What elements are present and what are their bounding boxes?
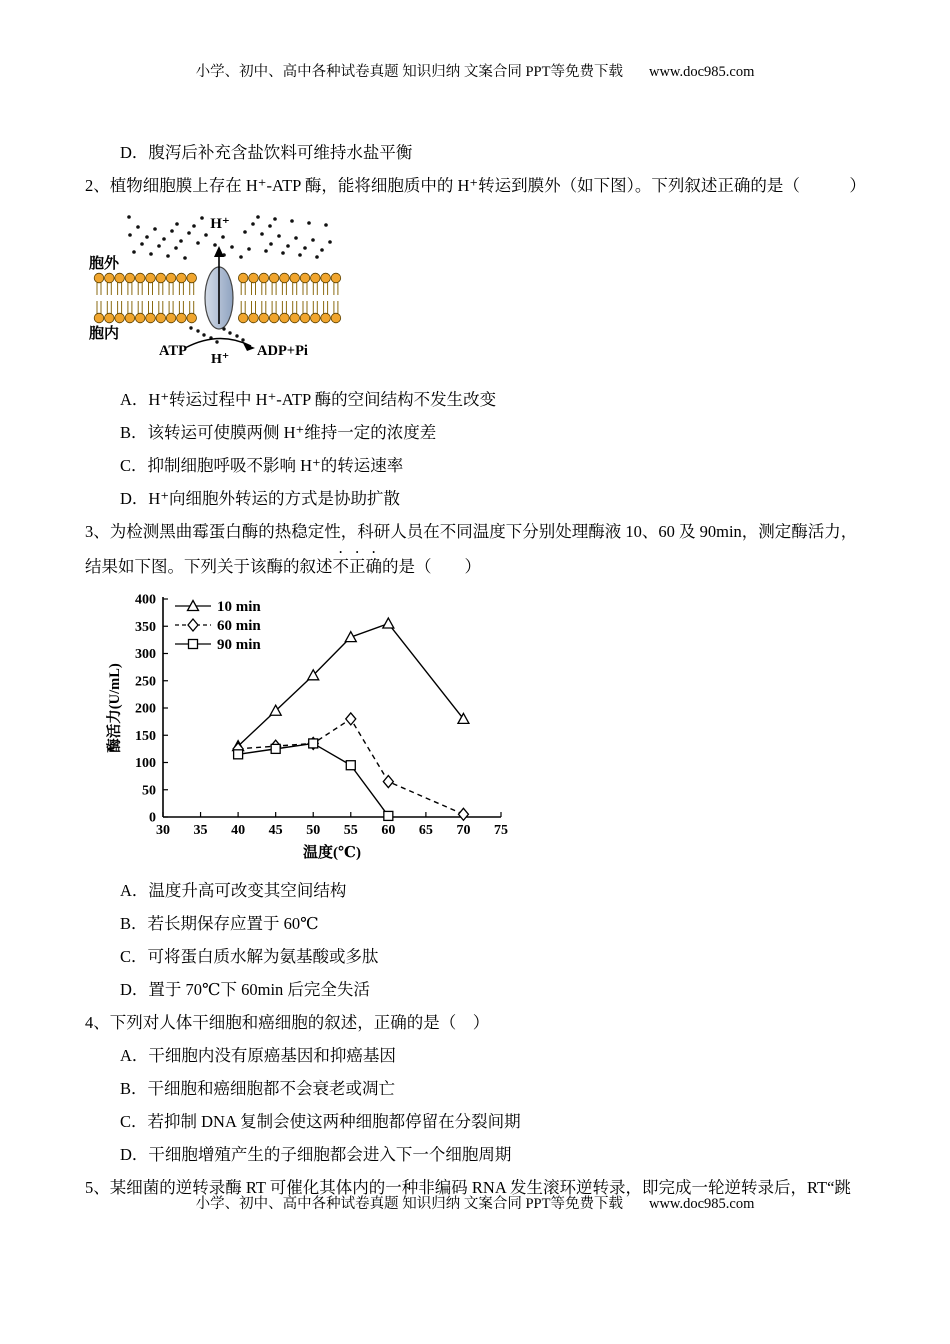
svg-text:300: 300 <box>135 647 156 662</box>
q3-option-b: B．若长期保存应置于 60℃ <box>120 914 319 933</box>
q3-stem-post: 的是（ ） <box>382 557 481 576</box>
svg-text:70: 70 <box>456 823 471 838</box>
svg-text:ATP: ATP <box>159 343 187 359</box>
q4-option-a: A．干细胞内没有原癌基因和抑癌基因 <box>120 1046 396 1065</box>
header-url-link[interactable]: www.doc985.com <box>648 64 755 80</box>
footer-url-link[interactable]: www.doc985.com <box>648 1196 755 1212</box>
page-header <box>0 60 950 81</box>
q4-stem: 4、下列对人体干细胞和癌细胞的叙述，正确的是（ ） <box>85 1013 490 1032</box>
q5-stem: 5、某细菌的逆转录酶 RT 可催化其体内的一种非编码 RNA 发生滚环逆转录，即完成一轮逆转录后，RT“跳 <box>85 1178 851 1197</box>
q3-stem-emphasized: 不正确 <box>332 557 382 576</box>
q1-option-d: D．腹泻后补充含盐饮料可维持水盐平衡 <box>120 143 413 162</box>
svg-text:65: 65 <box>418 823 433 838</box>
q2-option-b: B．该转运可使膜两侧 H⁺维持一定的浓度差 <box>120 423 437 442</box>
svg-text:50: 50 <box>142 783 156 799</box>
q2-option-a: A．H⁺转运过程中 H⁺-ATP 酶的空间结构不发生改变 <box>120 390 497 409</box>
svg-text:200: 200 <box>135 701 156 717</box>
enzyme-activity-chart-svg <box>103 587 515 865</box>
svg-text:150: 150 <box>135 728 156 744</box>
svg-text:温度(℃): 温度(℃) <box>303 845 361 861</box>
svg-text:H⁺: H⁺ <box>211 352 230 366</box>
svg-text:90 min: 90 min <box>217 637 261 653</box>
q4-option-b: B．干细胞和癌细胞都不会衰老或凋亡 <box>120 1079 396 1098</box>
svg-text:0: 0 <box>149 810 156 826</box>
svg-text:55: 55 <box>343 823 358 838</box>
page-footer <box>0 1192 950 1213</box>
enzyme-activity-chart <box>103 587 867 870</box>
svg-text:10 min: 10 min <box>217 599 261 615</box>
q2-option-c: C．抑制细胞呼吸不影响 H⁺的转运速率 <box>120 456 404 475</box>
svg-text:350: 350 <box>135 619 156 635</box>
q3-stem-line1: 3、为检测黑曲霉蛋白酶的热稳定性，科研人员在不同温度下分别处理酶液 10、60 及 90min，测定酶活力， <box>85 522 858 541</box>
q4-option-c: C．若抑制 DNA 复制会使这两种细胞都停留在分裂间期 <box>120 1112 521 1131</box>
q2-option-d: D．H⁺向细胞外转运的方式是协助扩散 <box>120 489 401 508</box>
svg-text:40: 40 <box>231 823 246 838</box>
membrane-diagram <box>87 212 867 371</box>
svg-text:100: 100 <box>135 756 156 771</box>
svg-text:35: 35 <box>193 823 208 838</box>
svg-text:75: 75 <box>494 823 508 838</box>
svg-text:H⁺: H⁺ <box>210 216 230 232</box>
q3-option-d: D．置于 70℃下 60min 后完全失活 <box>120 980 370 999</box>
q4-option-d: D．干细胞增殖产生的子细胞都会进入下一个细胞周期 <box>120 1145 512 1164</box>
footer-text: 小学、初中、高中各种试卷真题 知识归纳 文案合同 PPT等免费下载 <box>195 1196 623 1212</box>
header-text: 小学、初中、高中各种试卷真题 知识归纳 文案合同 PPT等免费下载 <box>195 64 623 80</box>
svg-text:60: 60 <box>381 823 396 838</box>
svg-text:50: 50 <box>306 823 321 838</box>
q3-stem-line2 <box>85 548 867 583</box>
q3-option-a: A．温度升高可改变其空间结构 <box>120 881 347 900</box>
svg-text:60 min: 60 min <box>217 618 261 634</box>
svg-text:ADP+Pi: ADP+Pi <box>257 343 308 359</box>
q2-stem: 2、植物细胞膜上存在 H⁺-ATP 酶，能将细胞质中的 H⁺转运到膜外（如下图）。下列叙述正确的是（ ） <box>85 176 866 195</box>
exam-content <box>85 136 867 1204</box>
svg-text:酶活力(U/mL): 酶活力(U/mL) <box>107 663 123 753</box>
svg-text:400: 400 <box>135 592 156 608</box>
svg-text:胞内: 胞内 <box>89 326 120 342</box>
svg-text:胞外: 胞外 <box>89 256 120 272</box>
q3-option-c: C．可将蛋白质水解为氨基酸或多肽 <box>120 947 379 966</box>
svg-text:30: 30 <box>156 823 170 838</box>
membrane-diagram-svg <box>87 212 355 366</box>
svg-text:45: 45 <box>268 823 283 838</box>
svg-text:250: 250 <box>135 674 156 690</box>
q3-stem-pre: 结果如下图。下列关于该酶的叙述 <box>85 557 333 576</box>
